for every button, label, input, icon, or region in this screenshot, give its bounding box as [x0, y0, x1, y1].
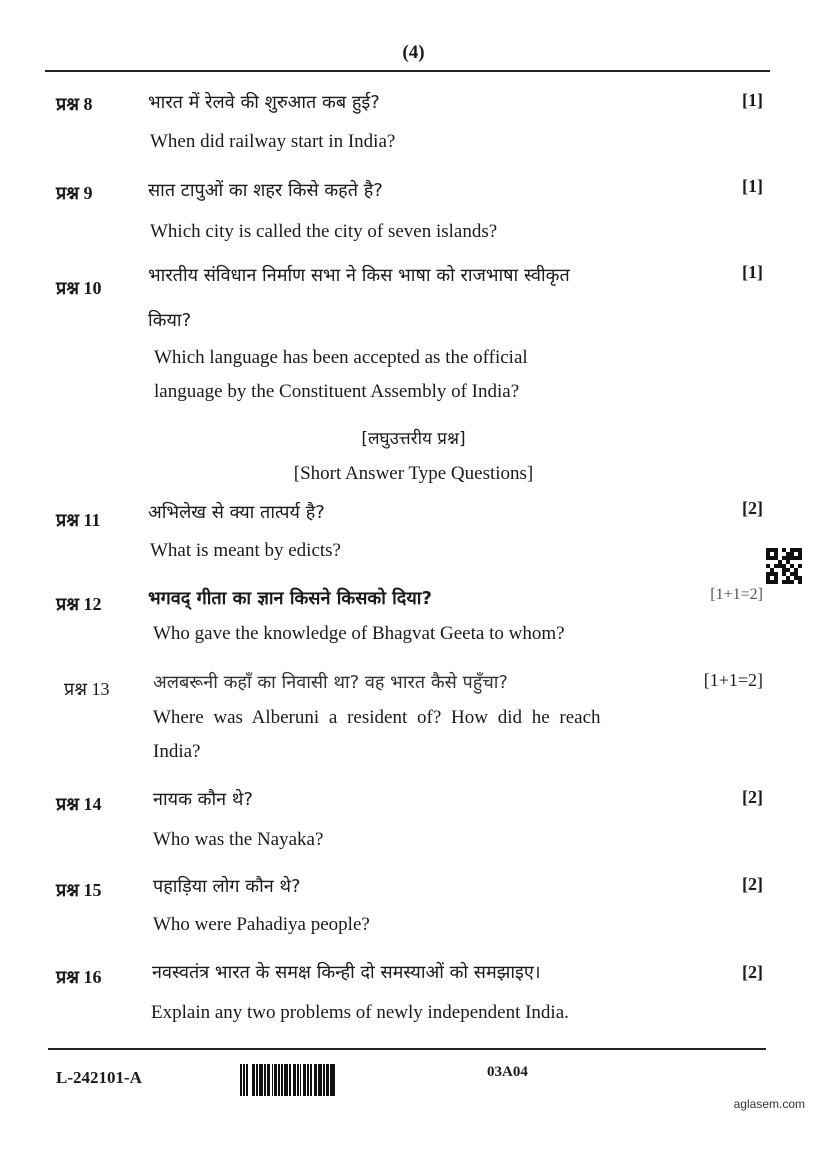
question-hindi: नायक कौन थे?: [153, 789, 253, 810]
question-hindi-continued: किया?: [148, 310, 192, 331]
paper-code: L-242101-A: [56, 1068, 142, 1087]
qr-module: [798, 580, 802, 584]
question-hindi: नवस्वतंत्र भारत के समक्ष किन्ही दो समस्याओं को समझाइए।: [152, 962, 541, 983]
question-english: language by the Constituent Assembly of India?: [154, 381, 520, 402]
barcode-bar: [330, 1064, 335, 1096]
question-english: When did railway start in India?: [150, 131, 396, 152]
barcode: [240, 1064, 460, 1096]
question-marks: [1]: [742, 262, 763, 282]
question-hindi: भारत में रेलवे की शुरुआत कब हुई?: [148, 92, 380, 113]
watermark: aglasem.com: [733, 1097, 805, 1111]
question-label: प्रश्न 16: [56, 967, 102, 987]
question-label: प्रश्न 14: [56, 794, 102, 814]
question-label: प्रश्न 11: [56, 510, 101, 530]
question-marks: [2]: [742, 962, 763, 982]
question-marks: [2]: [742, 874, 763, 894]
question-hindi: अभिलेख से क्या तात्पर्य है?: [148, 502, 325, 523]
bottom-divider: [48, 1048, 766, 1050]
question-english: India?: [153, 741, 201, 762]
series-code: 03A04: [487, 1064, 528, 1080]
question-hindi: भारतीय संविधान निर्माण सभा ने किस भाषा को राजभाषा स्वीकृत: [148, 265, 570, 286]
question-english: Who gave the knowledge of Bhagvat Geeta to whom?: [153, 623, 565, 644]
page-number: (4): [402, 42, 425, 63]
question-english: Which language has been accepted as the official: [154, 347, 528, 368]
question-english: Explain any two problems of newly independent India.: [151, 1002, 569, 1023]
question-label: प्रश्न 12: [56, 594, 102, 614]
question-hindi: अलबरूनी कहाँ का निवासी था? वह भारत कैसे पहुँचा?: [153, 672, 508, 693]
question-hindi: सात टापुओं का शहर किसे कहते है?: [148, 180, 383, 201]
question-english: Who were Pahadiya people?: [153, 914, 370, 935]
question-english: Who was the Nayaka?: [153, 829, 324, 850]
question-english: Where was Alberuni a resident of? How did he reach: [153, 707, 601, 728]
question-hindi: भगवद् गीता का ज्ञान किसने किसको दिया?: [148, 588, 432, 609]
question-english: What is meant by edicts?: [150, 540, 341, 561]
question-hindi: पहाड़िया लोग कौन थे?: [153, 876, 301, 897]
question-marks: [2]: [742, 498, 763, 518]
question-marks: [1+1=2]: [710, 586, 763, 603]
question-label: प्रश्न 10: [56, 278, 102, 298]
question-label: प्रश्न 15: [56, 880, 102, 900]
question-marks: [1]: [742, 176, 763, 196]
section-title-english: [Short Answer Type Questions]: [293, 463, 534, 484]
question-marks: [1+1=2]: [703, 670, 763, 690]
question-label: प्रश्न 9: [56, 183, 93, 203]
section-title-hindi: [लघुउत्तरीय प्रश्न]: [361, 429, 466, 449]
question-marks: [1]: [742, 90, 763, 110]
top-divider: [45, 70, 770, 72]
question-marks: [2]: [742, 787, 763, 807]
question-label: प्रश्न 13: [64, 679, 110, 699]
qr-code: [766, 548, 802, 584]
question-label: प्रश्न 8: [56, 94, 93, 114]
question-english: Which city is called the city of seven islands?: [150, 221, 498, 242]
